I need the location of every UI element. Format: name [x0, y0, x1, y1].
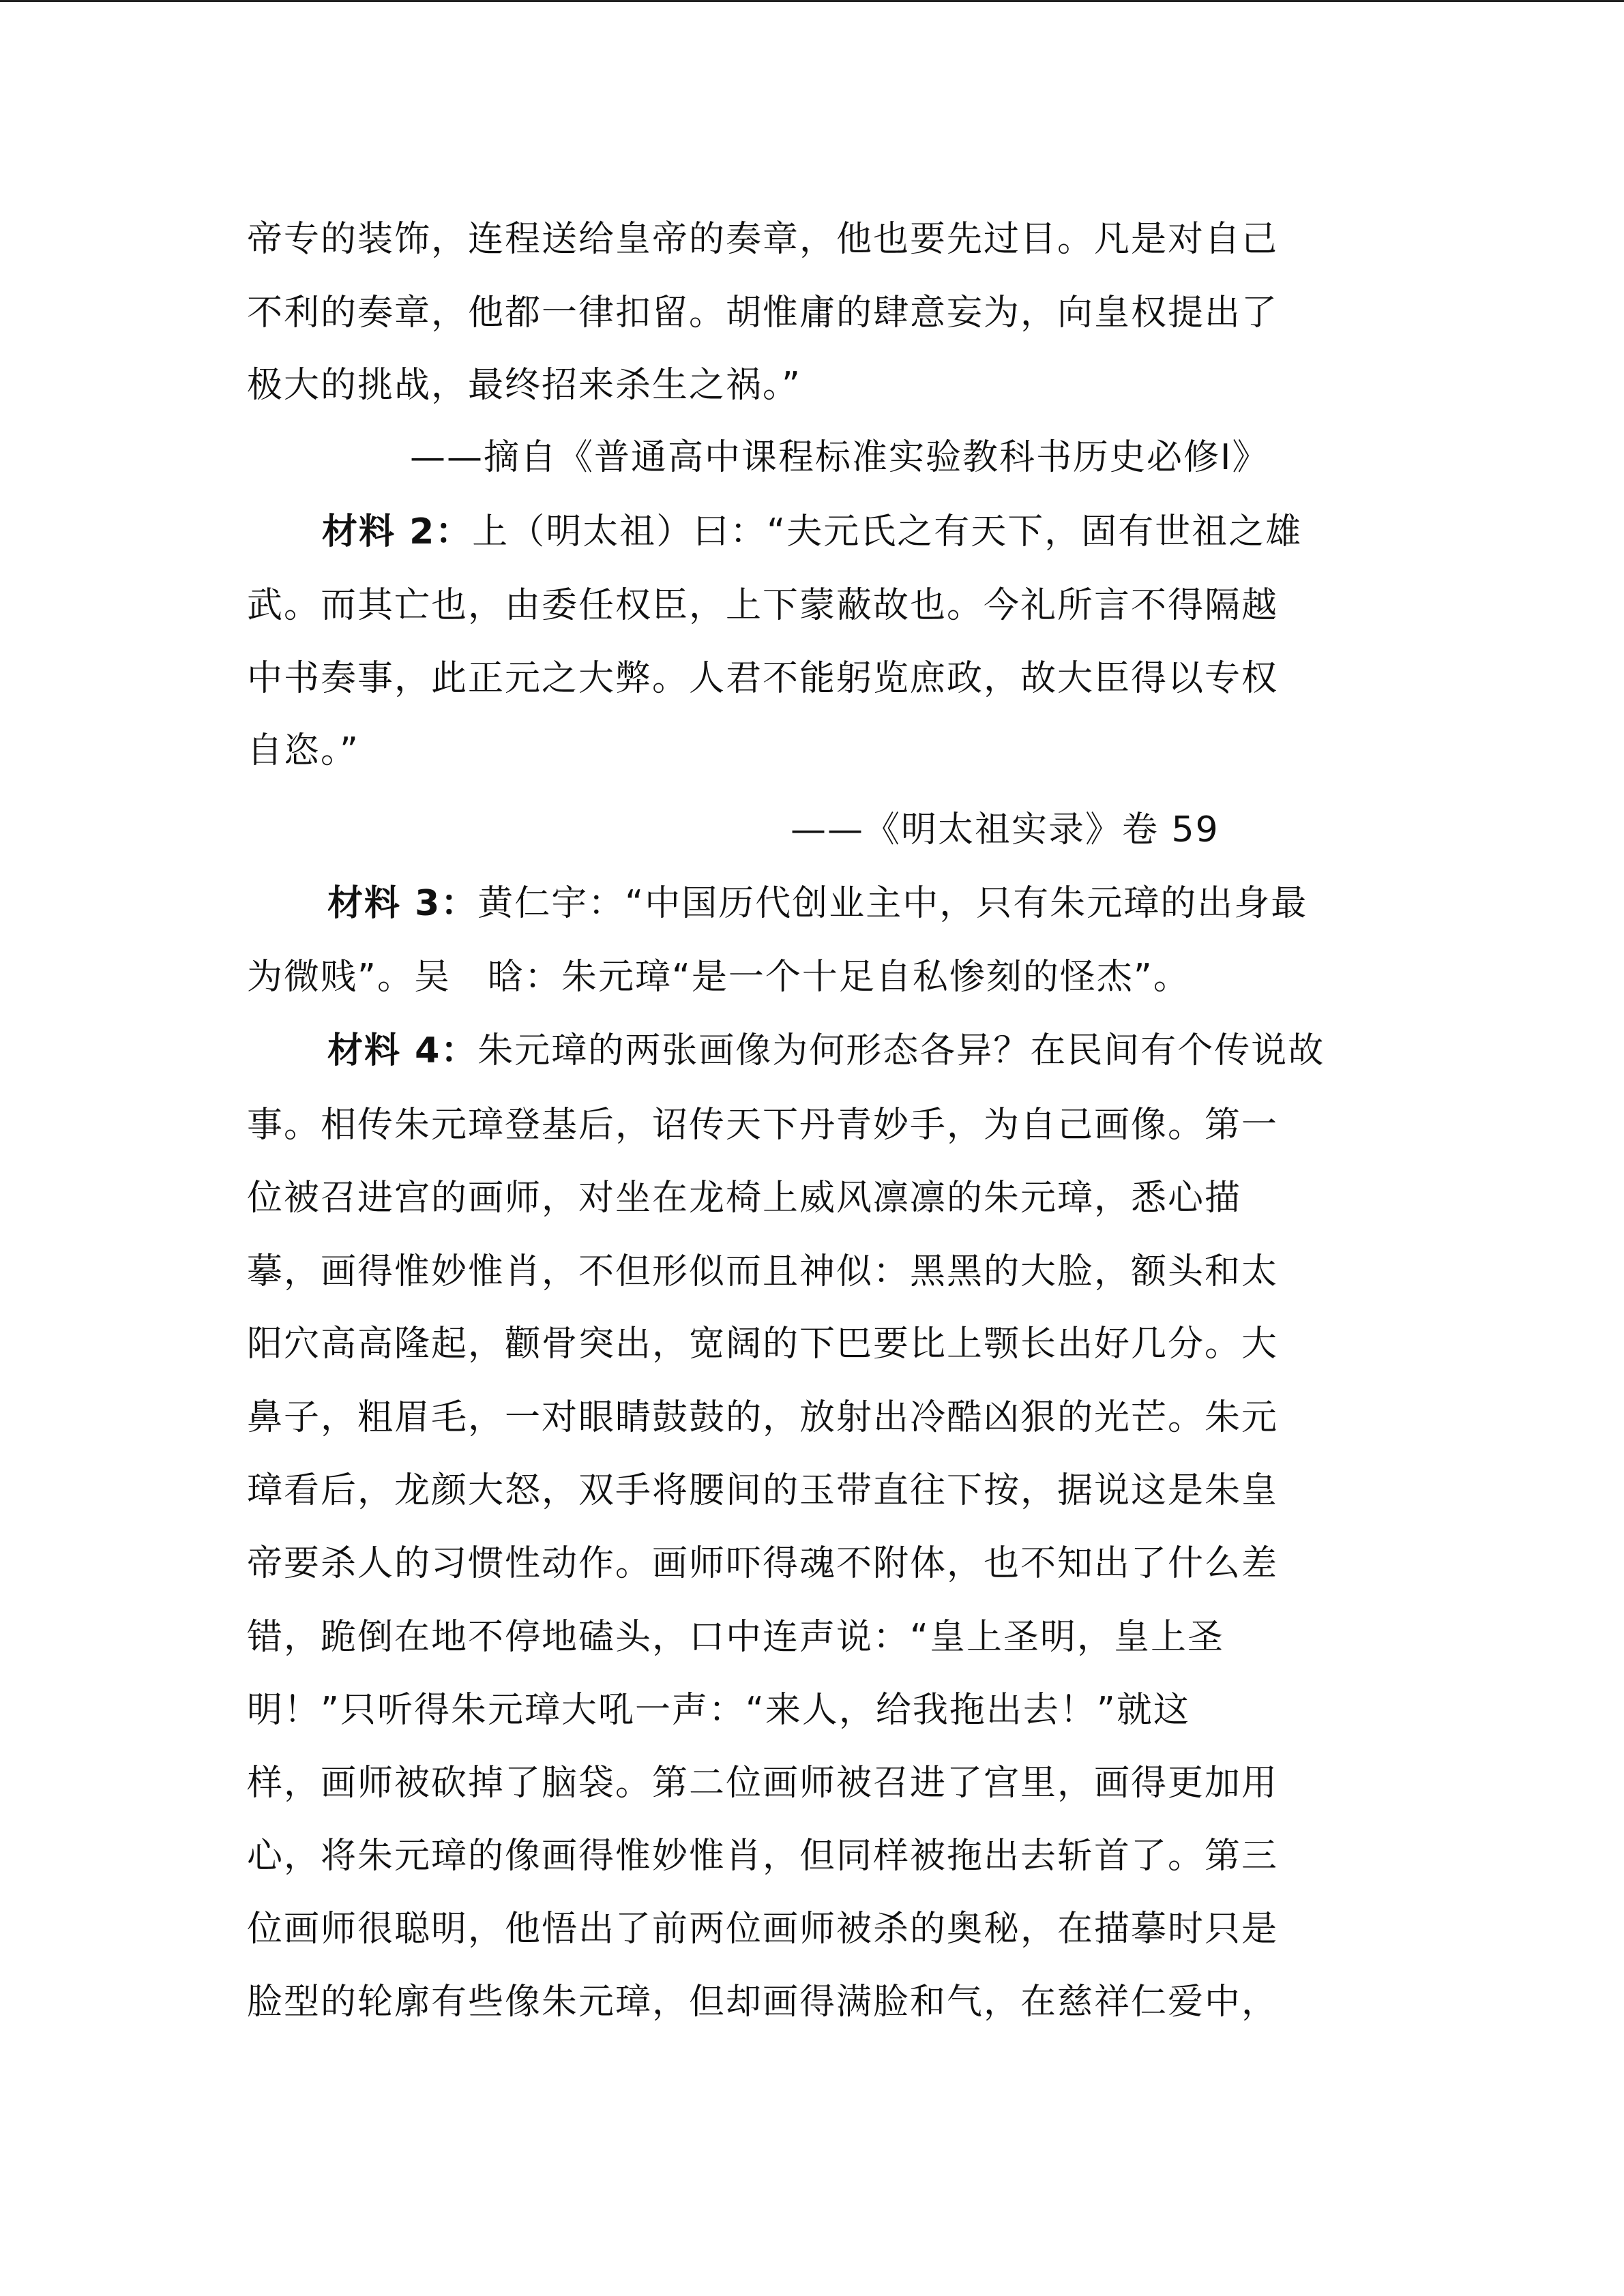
- text-line: 自恣。”: [247, 730, 359, 771]
- text-line: 位画师很聪明，他悟出了前两位画师被杀的奥秘，在描摹时只是: [247, 1909, 1279, 1950]
- material-label: 材料 2：: [322, 511, 473, 552]
- text-line: 为微贱”。吴 晗：朱元璋“是一个十足自私惨刻的怪杰”。: [247, 957, 1190, 998]
- text-line: 摹，画得惟妙惟肖，不但形似而且神似：黑黑的大脸，额头和太: [247, 1251, 1279, 1292]
- text-line: 脸型的轮廓有些像朱元璋，但却画得满脸和气，在慈祥仁爱中，: [247, 1982, 1279, 2023]
- text-line: 中书奏事，此正元之大弊。人君不能躬览庶政，故大臣得以专权: [247, 658, 1279, 699]
- material-4-paragraph: [327, 1030, 1325, 1071]
- text-line: 位被召进宫的画师，对坐在龙椅上威风凛凛的朱元璋，悉心描: [247, 1178, 1242, 1219]
- text-line: 错，跪倒在地不停地磕头，口中连声说：“皇上圣明，皇上圣: [247, 1617, 1224, 1658]
- text-line: 黄仁宇：“中国历代创业主中，只有朱元璋的出身最: [477, 883, 1308, 924]
- text-line: 不利的奏章，他都一律扣留。胡惟庸的肆意妄为，向皇权提出了: [247, 293, 1279, 333]
- material-label: 材料 4：: [327, 1030, 478, 1071]
- text-line: 明！”只听得朱元璋大吼一声：“来人，给我拖出去！”就这: [247, 1690, 1190, 1731]
- material-3-paragraph: [327, 883, 1308, 924]
- text-line: 朱元璋的两张画像为何形态各异？在民间有个传说故: [477, 1030, 1325, 1071]
- material-label: 材料 3：: [327, 883, 478, 924]
- text-line: 阳穴高高隆起，颧骨突出，宽阔的下巴要比上颚长出好几分。大: [247, 1324, 1279, 1365]
- text-line: 样，画师被砍掉了脑袋。第二位画师被召进了宫里，画得更加用: [247, 1763, 1279, 1804]
- text-line: 帝专的装饰，连程送给皇帝的奏章，他也要先过目。凡是对自己: [247, 219, 1279, 260]
- text-line: 武。而其亡也，由委任权臣，上下蒙蔽故也。今礼所言不得隔越: [247, 585, 1279, 626]
- text-line: 事。相传朱元璋登基后，诏传天下丹青妙手，为自己画像。第一: [247, 1105, 1279, 1146]
- text-line: 心，将朱元璋的像画得惟妙惟肖，但同样被拖出去斩首了。第三: [247, 1836, 1279, 1877]
- text-line: 鼻子，粗眉毛，一对眼睛鼓鼓的，放射出冷酷凶狠的光芒。朱元: [247, 1397, 1279, 1438]
- page-top-border: [0, 0, 1624, 2]
- source-citation: ——《明太祖实录》卷 59: [791, 809, 1220, 850]
- source-citation: ——摘自《普通高中课程标准实验教科书历史必修Ⅰ》: [410, 437, 1269, 478]
- text-line: 璋看后，龙颜大怒，双手将腰间的玉带直往下按，据说这是朱皇: [247, 1470, 1279, 1511]
- text-line: 极大的挑战，最终招来杀生之祸。”: [247, 365, 801, 406]
- text-line: 上（明太祖）曰：“夫元氏之有天下，固有世祖之雄: [472, 511, 1303, 552]
- material-2-paragraph: [322, 511, 1302, 552]
- text-line: 帝要杀人的习惯性动作。画师吓得魂不附体，也不知出了什么差: [247, 1543, 1279, 1584]
